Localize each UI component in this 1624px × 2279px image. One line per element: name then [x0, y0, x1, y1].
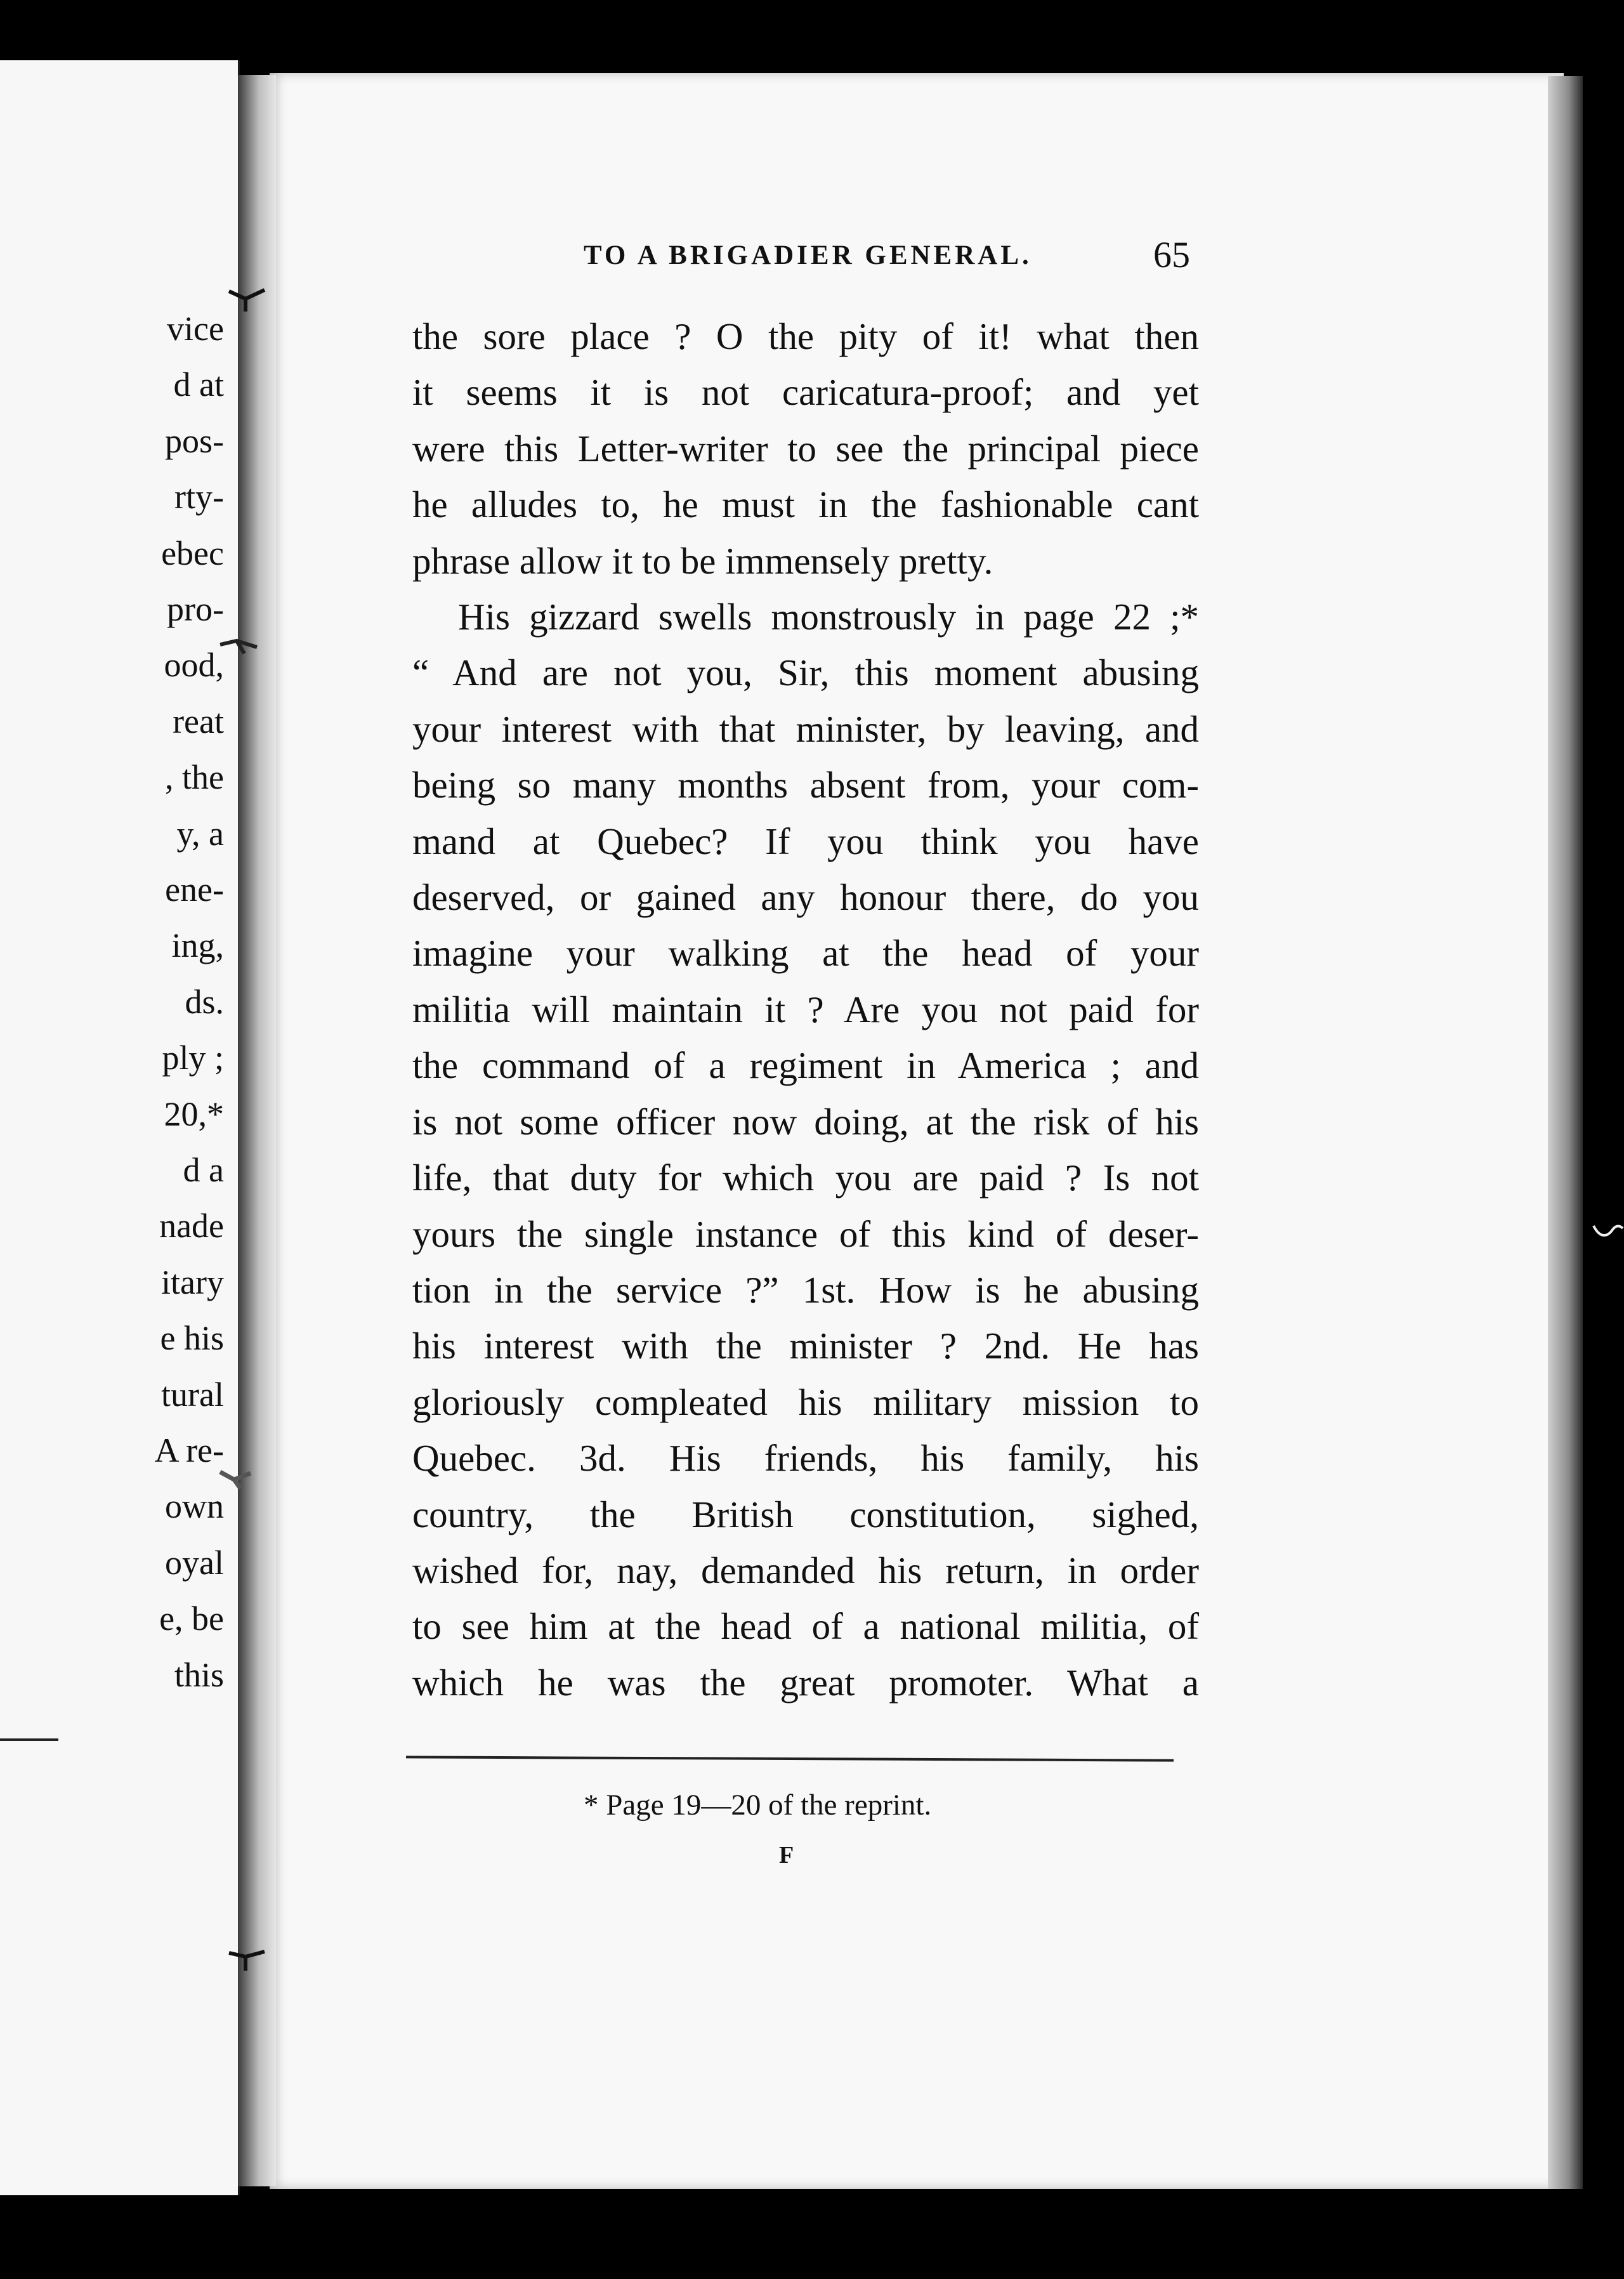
left-page-line: d a: [183, 1151, 224, 1189]
text-line: wished for, nay, demanded his return, in order: [412, 1549, 1199, 1591]
left-page-line: d at: [173, 365, 224, 404]
left-page-line: vice: [167, 310, 224, 348]
left-page-line: oyal: [165, 1543, 224, 1582]
text-line: His gizzard swells monstrously in page 22 ;*: [458, 596, 1199, 638]
page-edge-mark: [1592, 1219, 1624, 1242]
left-page-line: pos-: [165, 421, 224, 460]
text-line: is not some officer now doing, at the risk of his: [412, 1100, 1199, 1143]
left-page-line: ing,: [171, 926, 224, 965]
text-line: the sore place ? O the pity of it! what then: [412, 315, 1199, 357]
running-title: TO A BRIGADIER GENERAL.: [584, 240, 1032, 270]
text-line: yours the single instance of this kind of deser-: [412, 1212, 1199, 1255]
left-page-line: rty-: [174, 478, 224, 516]
text-line: phrase allow it to be immensely pretty.: [412, 539, 993, 582]
left-page-line: pro-: [167, 590, 224, 628]
text-line: he alludes to, he must in the fashionable cant: [412, 483, 1199, 526]
text-line: imagine your walking at the head of your: [412, 932, 1199, 975]
text-line: tion in the service ?” 1st. How is he abusing: [412, 1268, 1199, 1311]
footnote: * Page 19—20 of the reprint.: [584, 1789, 932, 1822]
book-gutter: [238, 75, 276, 2186]
text-line: “ And are not you, Sir, this moment abusing: [412, 652, 1199, 694]
left-page-line: ebec: [161, 534, 224, 572]
text-line: were this Letter-writer to see the principal piece: [412, 427, 1199, 470]
left-page-line: ene-: [165, 870, 224, 909]
left-page-line: reat: [173, 702, 224, 740]
left-page-line: A re-: [154, 1431, 224, 1469]
text-line: to see him at the head of a national militia, of: [412, 1605, 1199, 1648]
left-page-line: nade: [159, 1207, 224, 1245]
left-page-fragment: [0, 60, 240, 2195]
left-page-line: 20,*: [164, 1094, 224, 1133]
left-page-line: itary: [161, 1263, 224, 1301]
text-line: gloriously compleated his military mission to: [412, 1381, 1199, 1423]
binding-stitch-3: [219, 1466, 259, 1491]
binding-stitch-4: [226, 1947, 267, 1972]
binding-stitch-1: [226, 287, 267, 313]
text-line: Quebec. 3d. His friends, his family, his: [412, 1437, 1199, 1480]
text-line: country, the British constitution, sighed,: [412, 1493, 1199, 1535]
text-line: deserved, or gained any honour there, do you: [412, 876, 1199, 919]
body-text: [412, 308, 1199, 1711]
left-page-line: y, a: [176, 814, 224, 853]
left-page-line: e, be: [159, 1599, 224, 1638]
text-line: it seems it is not caricatura-proof; and yet: [412, 371, 1199, 414]
left-page-line: e his: [160, 1319, 224, 1358]
binding-stitch-2: [219, 632, 259, 657]
text-line: your interest with that minister, by leaving, and: [412, 707, 1199, 750]
text-line: the command of a regiment in America ; and: [412, 1044, 1199, 1087]
text-line: mand at Quebec? If you think you have: [412, 820, 1199, 862]
left-page-line: tural: [161, 1375, 224, 1414]
left-page-line: , the: [165, 758, 224, 797]
text-line: life, that duty for which you are paid ? Is not: [412, 1157, 1199, 1199]
text-line: which he was the great promoter. What a: [412, 1661, 1199, 1704]
left-page-footnote-rule: [0, 1738, 58, 1741]
left-page-line: ood,: [164, 646, 224, 685]
left-page-line: ply ;: [162, 1039, 224, 1077]
page-number: 65: [1153, 234, 1190, 275]
left-page-line: own: [165, 1487, 224, 1526]
text-line: militia will maintain it ? Are you not paid for: [412, 988, 1199, 1030]
text-line: being so many months absent from, your com-: [412, 764, 1199, 806]
text-line: his interest with the minister ? 2nd. He has: [412, 1325, 1199, 1367]
left-page-line: this: [174, 1655, 224, 1694]
right-page-edge-shadow: [1548, 76, 1583, 2189]
signature-mark: F: [779, 1842, 794, 1869]
left-page-line: ds.: [185, 982, 224, 1021]
